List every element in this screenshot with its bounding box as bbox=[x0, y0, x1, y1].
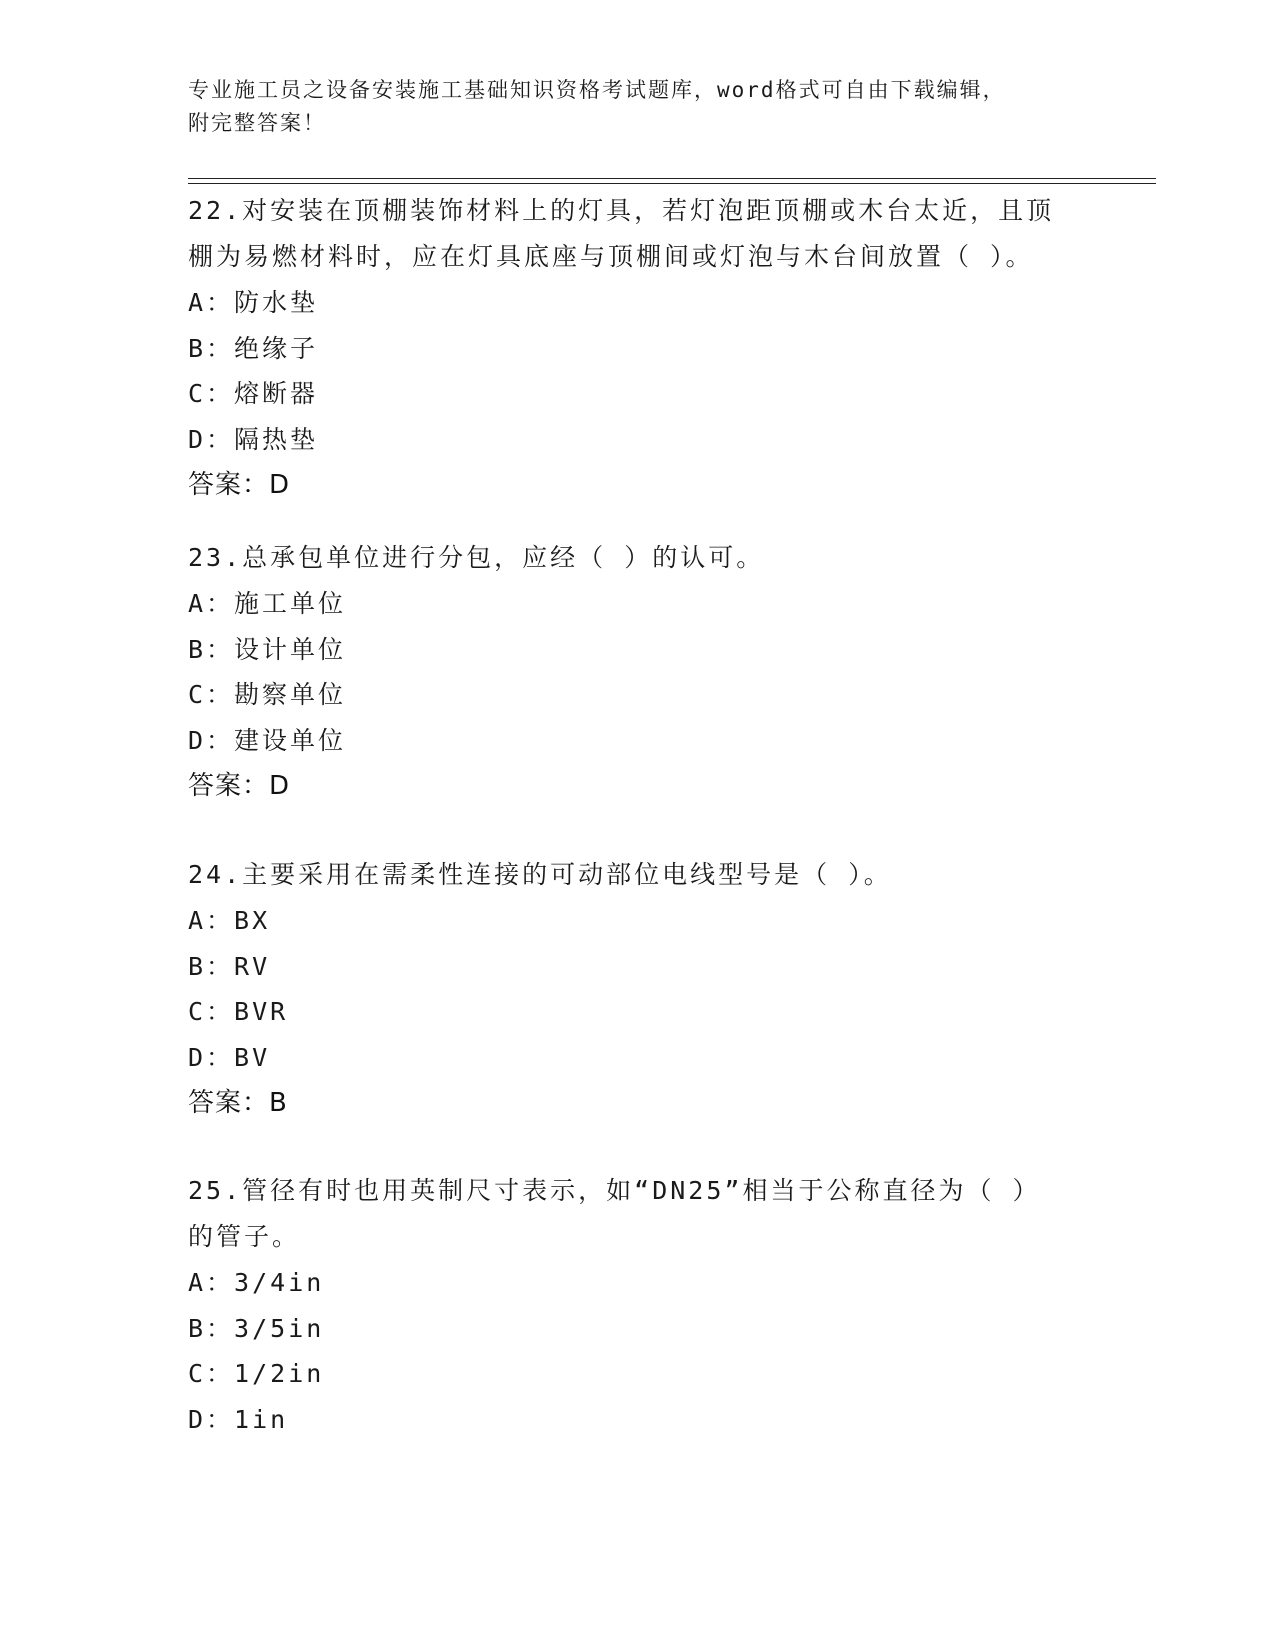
option-d: D：BV bbox=[188, 1042, 271, 1072]
question-23 bbox=[188, 535, 1088, 809]
answer: 答案：D bbox=[188, 771, 291, 801]
document-header bbox=[188, 74, 1068, 140]
option-a: A：3/4in bbox=[188, 1268, 325, 1297]
option-a: A：防水垫 bbox=[188, 288, 319, 317]
option-b: B：设计单位 bbox=[188, 634, 347, 664]
question-stem-line-1: 25.管径有时也用英制尺寸表示，如“DN25”相当于公称直径为（ ） bbox=[188, 1176, 1041, 1205]
question-22 bbox=[188, 188, 1088, 508]
question-stem-line-1: 22.对安装在顶棚装饰材料上的灯具，若灯泡距顶棚或木台太近，且顶 bbox=[188, 196, 1055, 225]
option-d: D：建设单位 bbox=[188, 725, 347, 755]
option-d: D：1in bbox=[188, 1404, 289, 1434]
header-divider-bottom bbox=[188, 183, 1156, 184]
option-c: C：BVR bbox=[188, 997, 289, 1026]
header-divider-top bbox=[188, 178, 1156, 179]
option-d: D：隔热垫 bbox=[188, 424, 319, 454]
answer: 答案：B bbox=[188, 1088, 288, 1118]
question-24 bbox=[188, 852, 1088, 1126]
question-stem-line-1: 23.总承包单位进行分包，应经（ ）的认可。 bbox=[188, 543, 765, 572]
answer: 答案：D bbox=[188, 470, 291, 500]
option-a: A：BX bbox=[188, 906, 271, 935]
option-c: C：勘察单位 bbox=[188, 680, 347, 709]
option-c: C：1/2in bbox=[188, 1359, 325, 1388]
header-line-1: 专业施工员之设备安装施工基础知识资格考试题库，word格式可自由下载编辑， bbox=[188, 78, 1006, 102]
option-c: C：熔断器 bbox=[188, 379, 319, 408]
option-a: A：施工单位 bbox=[188, 589, 347, 618]
question-stem-line-2: 棚为易燃材料时，应在灯具底座与顶棚间或灯泡与木台间放置（ ）。 bbox=[188, 242, 1034, 271]
question-stem-line-2: 的管子。 bbox=[188, 1222, 301, 1251]
option-b: B：绝缘子 bbox=[188, 333, 319, 363]
option-b: B：3/5in bbox=[188, 1313, 325, 1343]
question-25 bbox=[188, 1168, 1088, 1442]
header-line-2: 附完整答案！ bbox=[188, 111, 326, 135]
option-b: B：RV bbox=[188, 951, 271, 981]
question-stem-line-1: 24.主要采用在需柔性连接的可动部位电线型号是（ ）。 bbox=[188, 860, 892, 889]
